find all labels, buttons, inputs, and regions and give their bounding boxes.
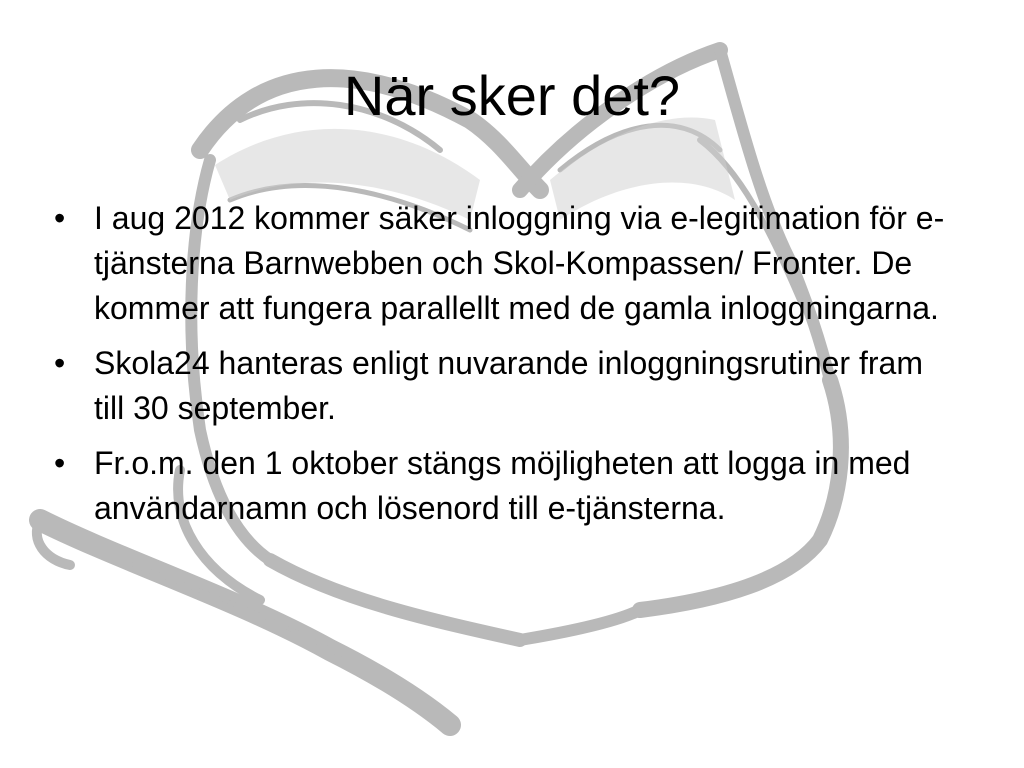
bullet-dot-icon: • — [54, 445, 66, 481]
bullet-item — [54, 341, 954, 431]
bullet-dot-icon: • — [54, 345, 66, 381]
slide-title: När sker det? — [343, 64, 681, 127]
bullet-list — [54, 196, 954, 541]
bullet-text: I aug 2012 kommer säker inloggning via e-legitimation för e-tjänsterna Barnwebben och Skol-Kompassen/ Fronter. De kommer att fungera parallellt med de gamla inloggningarna. — [94, 200, 945, 326]
bullet-item — [54, 196, 954, 331]
bullet-text: Fr.o.m. den 1 oktober stängs möjligheten att logga in med användarnamn och lösenord till e-tjänsterna. — [94, 445, 911, 526]
bullet-dot-icon: • — [54, 200, 66, 236]
bullet-text: Skola24 hanteras enligt nuvarande inloggningsrutiner fram till 30 september. — [94, 345, 923, 426]
bullet-item — [54, 441, 954, 531]
